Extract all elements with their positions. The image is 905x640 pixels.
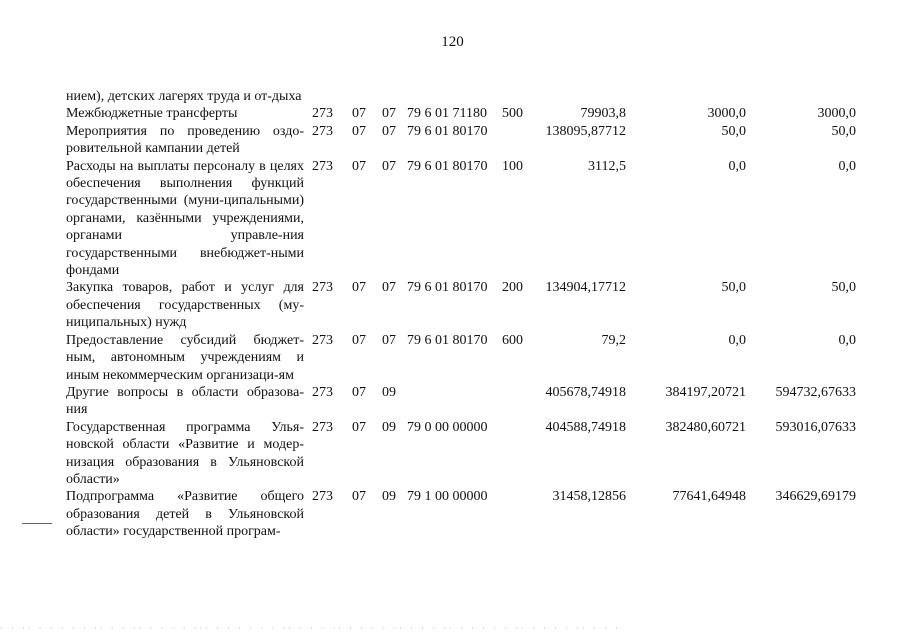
cell-pr: 09	[382, 384, 396, 400]
cell-pr: 07	[382, 106, 396, 122]
cell-ved: 273	[312, 158, 333, 174]
cell-vr: 500	[502, 106, 523, 122]
cell-csr: 79 6 01 80170	[407, 332, 488, 348]
cell-ved: 273	[312, 489, 333, 505]
table-row	[66, 105, 866, 122]
table-row	[66, 279, 866, 331]
table-row	[66, 158, 866, 280]
cell-y2: 3000,0	[707, 106, 746, 122]
table-row	[66, 88, 866, 105]
cell-csr: 79 1 00 00000	[407, 489, 488, 505]
cell-rz: 07	[352, 106, 366, 122]
table-row	[66, 332, 866, 384]
cell-y2: 77641,64948	[672, 489, 746, 505]
cell-y2: 0,0	[728, 158, 746, 174]
cell-y2: 0,0	[728, 332, 746, 348]
cell-rz: 07	[352, 280, 366, 296]
cell-y2: 382480,60721	[665, 419, 746, 435]
cell-csr: 79 0 00 00000	[407, 419, 488, 435]
row-name: Другие вопросы в области образова-ния	[66, 384, 304, 418]
row-name: Закупка товаров, работ и услуг для обеспечения государственных (му-ниципальных) нужд	[66, 280, 304, 331]
cell-y2: 384197,20721	[665, 384, 746, 400]
cell-y1: 405678,74918	[545, 384, 626, 400]
cell-csr: 79 6 01 80170	[407, 280, 488, 296]
cell-rz: 07	[352, 489, 366, 505]
cell-vr: 600	[502, 332, 523, 348]
cell-ved: 273	[312, 123, 333, 139]
cell-pr: 07	[382, 332, 396, 348]
cell-y3: 3000,0	[817, 106, 856, 122]
cell-pr: 09	[382, 419, 396, 435]
cell-vr: 200	[502, 280, 523, 296]
cell-y1: 138095,87712	[545, 123, 626, 139]
row-name: Расходы на выплаты персоналу в целях обеспечения выполнения функций государственными (муни-ципальными) органами, казёнными учреждениями, органами управле-ния государственными внебюджет-ными фондами	[66, 158, 304, 279]
cell-csr: 79 6 01 80170	[407, 123, 488, 139]
row-name: Предоставление субсидий бюджет-ным, автономным учреждениям и иным некоммерческим организаци-ям	[66, 332, 304, 383]
cell-y2: 50,0	[721, 280, 746, 296]
row-name: Межбюджетные трансферты	[66, 106, 238, 122]
cell-pr: 07	[382, 158, 396, 174]
cell-csr: 79 6 01 80170	[407, 158, 488, 174]
cell-rz: 07	[352, 123, 366, 139]
cell-csr: 79 6 01 71180	[407, 106, 487, 122]
row-name: Подпрограмма «Развитие общего образования детей в Ульяновской области» государственной програм-	[66, 489, 304, 540]
table-row	[66, 384, 866, 419]
cell-y1: 79903,8	[580, 106, 626, 122]
cell-pr: 07	[382, 280, 396, 296]
cell-ved: 273	[312, 106, 333, 122]
cell-y3: 0,0	[838, 332, 856, 348]
cell-pr: 07	[382, 123, 396, 139]
table-row	[66, 123, 866, 158]
table-row	[66, 488, 866, 540]
scan-artifacts: · · ·· · · · · · ·· · · ·· · · · · ··· · · · · · · ·· · · · ·· · · · · ·· · · · ·· · · · · · ·· · · · · ·· · · ·	[0, 624, 621, 633]
budget-table	[66, 88, 866, 541]
cell-ved: 273	[312, 419, 333, 435]
cell-y1: 134904,17712	[545, 280, 626, 296]
cell-ved: 273	[312, 384, 333, 400]
table-row	[66, 419, 866, 489]
cell-ved: 273	[312, 332, 333, 348]
page-number: 120	[441, 34, 464, 50]
cell-y3: 594732,67633	[775, 384, 856, 400]
cell-rz: 07	[352, 384, 366, 400]
cell-rz: 07	[352, 332, 366, 348]
cell-y3: 50,0	[831, 280, 856, 296]
cell-y1: 404588,74918	[545, 419, 626, 435]
cell-ved: 273	[312, 280, 333, 296]
cell-y3: 346629,69179	[775, 489, 856, 505]
margin-dash	[22, 523, 52, 524]
cell-y1: 79,2	[601, 332, 626, 348]
cell-vr: 100	[502, 158, 523, 174]
cell-rz: 07	[352, 419, 366, 435]
row-name: Государственная программа Улья-новской области «Развитие и модер-низация образования в Ульяновской области»	[66, 419, 304, 487]
cell-y1: 31458,12856	[552, 489, 626, 505]
cell-y1: 3112,5	[588, 158, 626, 174]
cell-y3: 50,0	[831, 123, 856, 139]
row-name: нием), детских лагерях труда и от-дыха	[66, 89, 302, 104]
cell-y3: 593016,07633	[775, 419, 856, 435]
cell-y2: 50,0	[721, 123, 746, 139]
cell-y3: 0,0	[838, 158, 856, 174]
cell-rz: 07	[352, 158, 366, 174]
row-name: Мероприятия по проведению оздо-ровительной кампании детей	[66, 123, 304, 157]
cell-pr: 09	[382, 489, 396, 505]
